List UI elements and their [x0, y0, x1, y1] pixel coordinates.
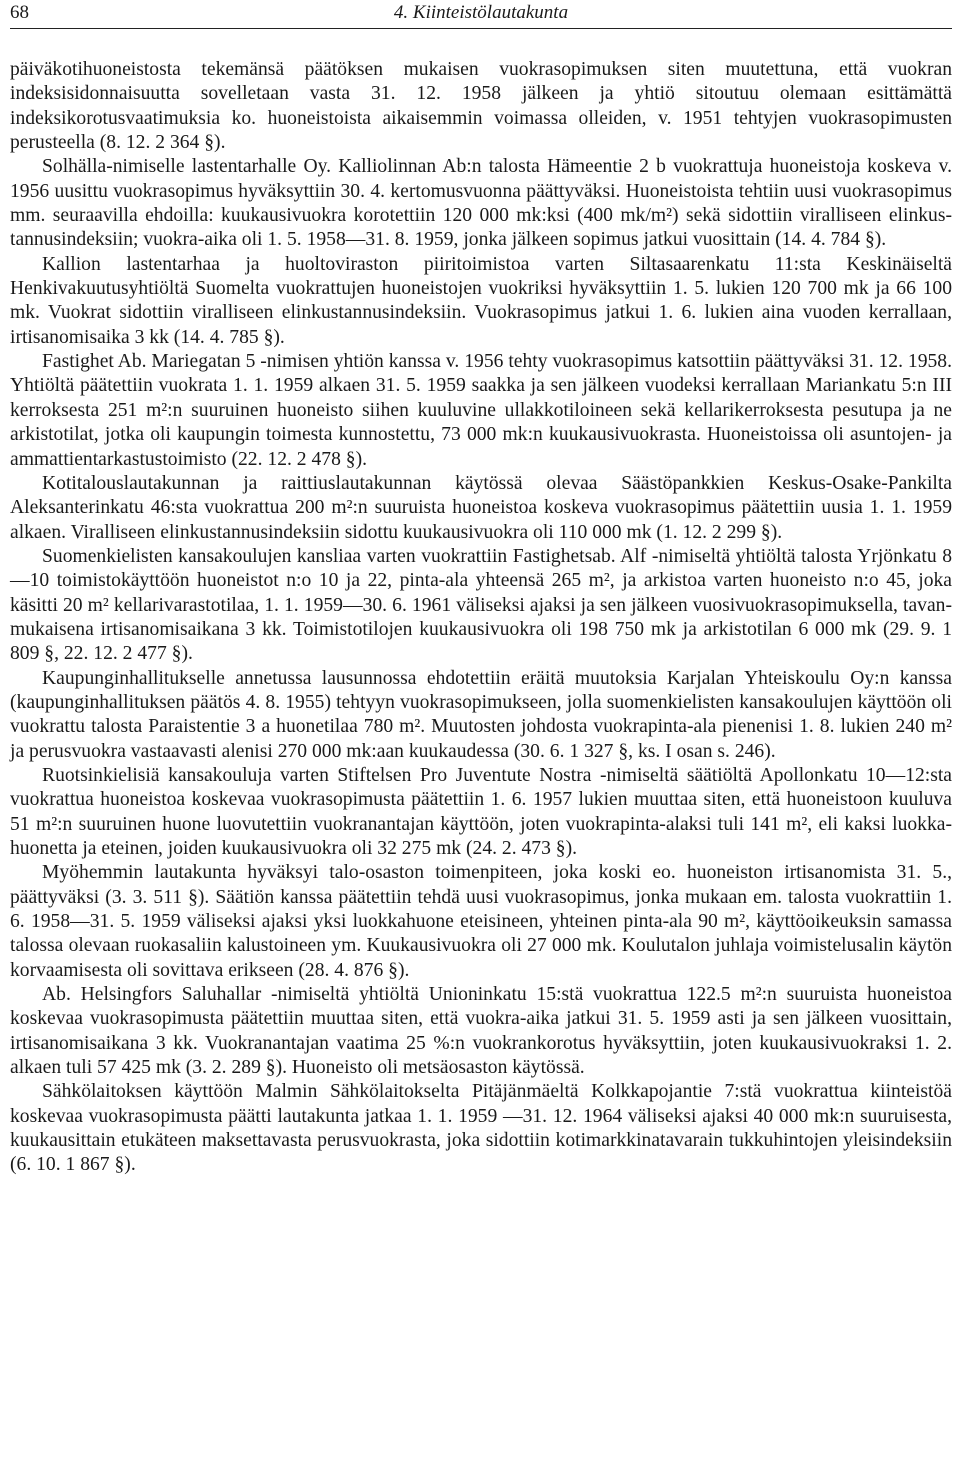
paragraph: Suomenkielisten kansakoulujen kansliaa varten vuokrattiin Fastighetsab. Alf -nimiseltä yhtiöltä talosta Yrjönkatu 8—10 toimistokäyttöön huoneistot n:o 10 ja 22, pinta-ala yhteensä 265 m², ja arkistoa varten huoneisto n:o 45, joka käsitti 20 m² kellarivarastotilaa, 1. 1. 1959—30. 6. 1961 väliseksi ajaksi ja sen jälkeen vuosivuokrasopimuksella, tavanmukaisena irtisanomisaikana 3 kk. Toimistotilojen kuukausivuokra oli 198 750 mk ja arkistotilan 6 000 mk (29. 9. 1 809 §, 22. 12. 2 477 §). [10, 545, 952, 665]
paragraph: Ab. Helsingfors Saluhallar -nimiseltä yhtiöltä Unioninkatu 15:stä vuokrattua 122.5 m²:n suuruista huoneistoa koskevaa vuokrasopimusta päätettiin muuttaa siten, että vuokra-aika jatkui 31. 5. 1959 asti ja sen jälkeen vuosittain, irtisanomisaikana 3 kk. Vuokranantajan vaatima 25 %:n vuokrankorotus hyväksyttiin, joten kuukausivuokraksi 1. 2. alkaen tuli 57 425 mk (3. 2. 289 §). Huoneisto oli metsäosaston käytössä. [10, 984, 952, 1079]
paragraph: Solhälla-nimiselle lastentarhalle Oy. Kalliolinnan Ab:n talosta Hämeentie 2 b vuokrattuja huoneistoja koskeva v. 1956 uusittu vuokrasopimus hyväksyttiin 30. 4. kertomusvuonna päättyväksi. Huoneistoista tehtiin uusi vuokrasopimus mm. seuraavilla ehdoilla: kuukausivuokra korotettiin 120 000 mk:ksi (400 mk/m²) sekä sidottiin viralliseen elinkustannusindeksiin; vuokra-aika oli 1. 5. 1958—31. 8. 1959, jonka jälkeen sopimus jatkui vuosittain (14. 4. 784 §). [10, 156, 952, 251]
paragraph: Kotitalouslautakunnan ja raittiuslautakunnan käytössä olevaa Säästöpankkien Keskus-Osake-Pankilta Aleksanterinkatu 46:sta vuokrattua 200 m²:n suuruista huoneistoa koskeva vuokrasopimus päätettiin uusia 1. 1. 1959 alkaen. Viralliseen elinkustannusindeksiin sidottu kuukausivuokra oli 110 000 mk (1. 12. 2 299 §). [10, 472, 952, 543]
paragraph: Fastighet Ab. Mariegatan 5 -nimisen yhtiön kanssa v. 1956 tehty vuokrasopimus katsottiin päättyväksi 31. 12. 1958. Yhtiöltä päätettiin vuokrata 1. 1. 1959 alkaen 31. 5. 1959 saakka ja sen jälkeen vuodeksi kerrallaan Mariankatu 5:n III kerroksesta 251 m²:n suuruinen huoneisto siihen kuuluvine ullakkotiloineen sekä kellarikerroksesta pesutupa ja ne arkistotilat, jotka oli kaupungin toimesta kunnostettu, 73 000 mk:n kuukausivuokrasta. Huoneistoissa oli asuntojen- ja ammattientarkastustoimisto (22. 12. 2 478 §). [10, 351, 952, 470]
section-title: 4. Kiinteistölautakunta [393, 2, 569, 23]
paragraph: Sähkölaitoksen käyttöön Malmin Sähkölaitokselta Pitäjänmäeltä Kolkkapojantie 7:stä vuokrattua kiinteistöä koskevaa vuokrasopimusta päätti lautakunta jatkaa 1. 1. 1959 —31. 12. 1964 väliseksi ajaksi 40 000 mk:n suuruisesta, kuukausittain etukäteen maksettavasta perusvuokrasta, joka sidottiin kotimarkkinatavarain tukkuhintojen yleisindeksiin (6. 10. 1 867 §). [10, 1081, 952, 1176]
paragraph: Ruotsinkielisiä kansakouluja varten Stiftelsen Pro Juventute Nostra -nimiseltä säätiöltä Apollonkatu 10—12:sta vuokrattua huoneistoa koskevaa vuokrasopimusta päätettiin 1. 6. 1957 lukien muuttaa siten, että huoneistoon kuuluva 51 m²:n suuruinen huone luovutettiin vuokranantajan käyttöön, joten vuokrapinta-alaksi tuli 141 m², eli kaksi luokkahuonetta ja eteinen, joiden kuukausivuokra oli 32 275 mk (24. 2. 473 §). [10, 764, 952, 859]
paragraph: päiväkotihuoneistosta tekemänsä päätöksen mukaisen vuokrasopimuksen siten muutettuna, että vuokran indeksisidonnaisuutta sovelletaan vasta 31. 12. 1958 jälkeen ja yhtiö sitoutuu olemaan esittämättä indeksikorotusvaatimuksia ko. huoneistoista aikaisemmin voimassa olleiden, v. 1951 tehtyjen vuokrasopimusten perusteella (8. 12. 2 364 §). [10, 59, 952, 154]
paragraph: Kaupunginhallitukselle annetussa lausunnossa ehdotettiin eräitä muutoksia Karjalan Yhteiskoulu Oy:n kanssa (kaupunginhallituksen päätös 4. 8. 1955) tehtyyn vuokrasopimukseen, jolla suomenkielisten kansakoulujen käyttöön oli vuokrattu talosta Paraistentie 3 a huonetilaa 780 m². Muutosten johdosta vuokrapinta-ala pienenisi 1. 8. lukien 240 m² ja perusvuokra vastaavasti alenisi 270 000 mk:aan kuukaudessa (30. 6. 1 327 §, ks. I osan s. 246). [10, 667, 952, 762]
paragraph: Kallion lastentarhaa ja huoltoviraston piiritoimistoa varten Siltasaarenkatu 11:sta Keskinäiseltä Henkivakuutusyhtiöltä Suomelta vuokrattujen huoneistojen vuokriksi hyväksyttiin 1. 5. lukien 120 700 mk ja 66 100 mk. Vuokrat sidottiin viralliseen elinkustannusindeksiin. Vuokrasopimus jatkui 1. 6. lukien aina vuoden kerrallaan, irtisanomisaika 3 kk (14. 4. 785 §). [10, 253, 952, 348]
running-header [10, 0, 952, 29]
paragraph: Myöhemmin lautakunta hyväksyi talo-osaston toimenpiteen, joka koski eo. huoneiston irtisanomista 31. 5., päättyväksi (3. 3. 511 §). Säätiön kanssa päätettiin tehdä uusi vuokrasopimus, jonka mukaan em. talosta vuokrattiin 1. 6. 1958—31. 5. 1959 väliseksi ajaksi yksi luokkahuone eteisineen, yhteinen pinta-ala 90 m², käyttöoikeuksin samassa talossa olevaan ruokasaliin kalustoineen ym. Kuukausivuokra oli 27 000 mk. Koulutalon juhlaja voimistelusalin käytön korvaamisesta oli sovittava erikseen (28. 4. 876 §). [10, 862, 952, 981]
body-text [10, 58, 952, 1178]
page-number: 68 [10, 2, 29, 23]
